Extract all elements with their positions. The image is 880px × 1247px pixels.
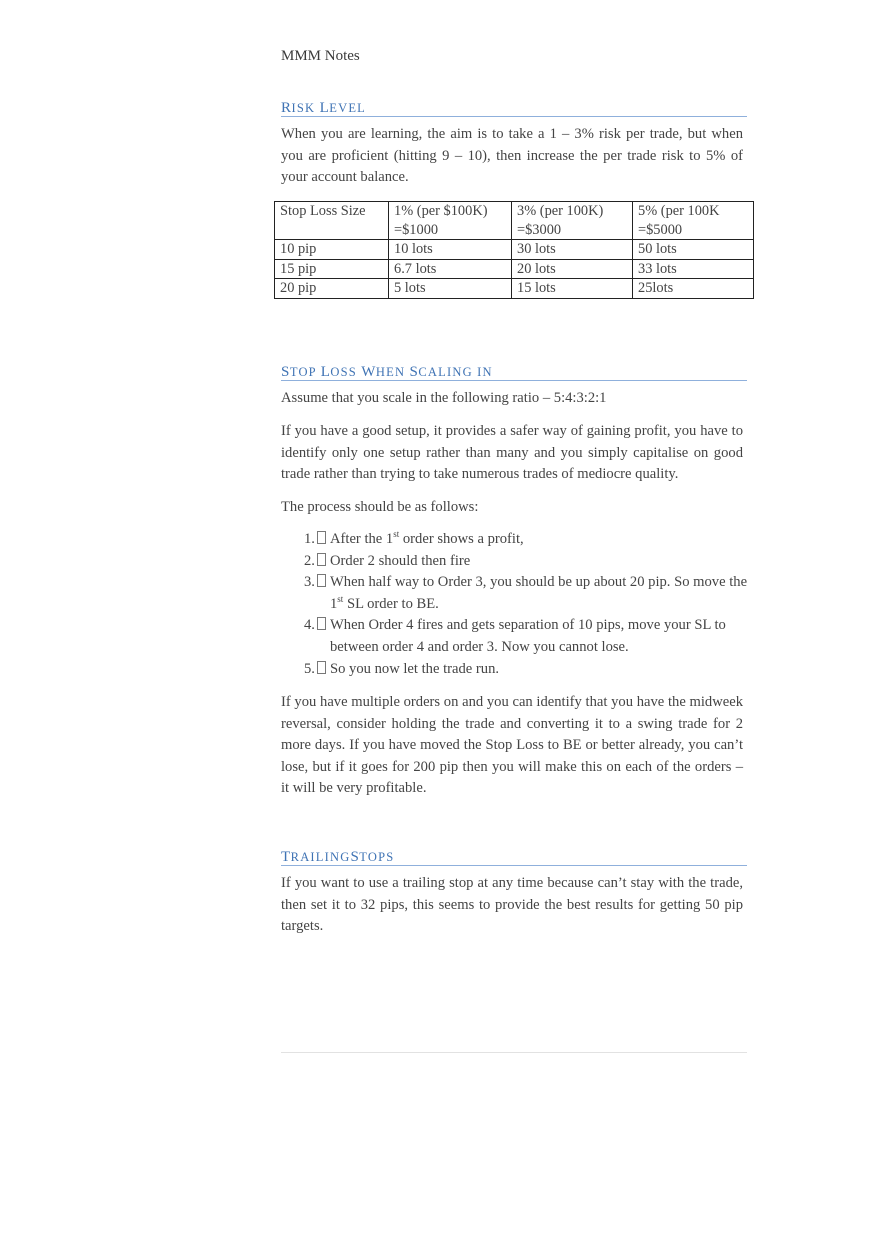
missing-glyph-icon xyxy=(317,531,326,544)
table-cell: 10 lots xyxy=(389,240,512,260)
heading-cap: R xyxy=(281,100,292,116)
missing-glyph-icon xyxy=(317,661,326,674)
table-cell: 15 lots xyxy=(512,279,633,299)
missing-glyph-icon xyxy=(317,617,326,630)
table-cell: 30 lots xyxy=(512,240,633,260)
table-header-cell: 5% (per 100K =$5000 xyxy=(633,202,754,240)
table-cell: 15 pip xyxy=(275,259,389,279)
table-cell: 10 pip xyxy=(275,240,389,260)
risk-level-heading xyxy=(281,101,747,117)
table-cell: 6.7 lots xyxy=(389,259,512,279)
list-item: 5. So you now let the trade run. xyxy=(281,659,751,681)
process-steps-list xyxy=(281,529,751,680)
heading-text: ISK xyxy=(291,101,320,115)
heading-text: TOP xyxy=(289,365,321,379)
midweek-reversal-paragraph: If you have multiple orders on and you can identify that you have the midweek reversal, consider holding the trade and converting it to a swing trade for 2 more days. If you have moved the Stop Loss to BE or better already, you can’t lose, but if it goes for 200 pip then you will make this on each of the orders – it will be very profitable. xyxy=(281,694,743,797)
heading-text: OSS xyxy=(330,365,362,379)
heading-text: HEN xyxy=(375,365,410,379)
table-header-cell: Stop Loss Size xyxy=(275,202,389,240)
table-cell: 25lots xyxy=(633,279,754,299)
table-header-cell: 3% (per 100K) =$3000 xyxy=(512,202,633,240)
list-item: 4. When Order 4 fires and gets separation of 10 pips, move your SL to between order 4 and order 3. Now you cannot lose. xyxy=(304,617,726,655)
list-item: 3. When half way to Order 3, you should be up about 20 pip. So move the 1st SL order to BE. xyxy=(304,574,748,612)
stop-loss-heading xyxy=(281,365,747,381)
footer-divider xyxy=(281,1052,747,1053)
table-row xyxy=(275,259,754,279)
list-number: 1. xyxy=(304,529,326,551)
trailing-stops-paragraph: If you want to use a trailing stop at any time because can’t stay with the trade, then set it to 32 pips, this seems to provide the best results for getting 50 pip targets. xyxy=(281,875,743,935)
list-item: 1. After the 1st order shows a profit, xyxy=(281,529,751,551)
heading-text: TOPS xyxy=(359,850,395,864)
page-header-title: MMM Notes xyxy=(281,48,360,64)
table-row xyxy=(275,279,754,299)
heading-cap: L xyxy=(320,364,331,380)
heading-text: RAILING xyxy=(290,850,351,864)
table-header-row xyxy=(275,202,754,240)
scaling-ratio-text: Assume that you scale in the following ratio – 5:4:3:2:1 xyxy=(281,390,607,406)
list-number: 2. xyxy=(304,551,326,573)
heading-cap: T xyxy=(281,849,291,865)
table-row xyxy=(275,240,754,260)
heading-text: CALING IN xyxy=(418,365,493,379)
process-intro: The process should be as follows: xyxy=(281,499,479,515)
risk-level-intro: When you are learning, the aim is to take a 1 – 3% risk per trade, but when you are proficient (hitting 9 – 10), then increase the per trade risk to 5% of your account balance. xyxy=(281,126,743,186)
table-cell: 33 lots xyxy=(633,259,754,279)
missing-glyph-icon xyxy=(317,574,326,587)
heading-cap: S xyxy=(409,364,419,380)
heading-cap: S xyxy=(350,849,360,865)
risk-table xyxy=(274,201,754,299)
table-header-cell: 1% (per $100K) =$1000 xyxy=(389,202,512,240)
list-number: 5. xyxy=(304,659,326,681)
table-cell: 20 lots xyxy=(512,259,633,279)
heading-cap: W xyxy=(361,364,376,380)
list-item: 2. Order 2 should then fire xyxy=(281,551,751,573)
table-cell: 5 lots xyxy=(389,279,512,299)
table-cell: 50 lots xyxy=(633,240,754,260)
heading-text: EVEL xyxy=(329,101,366,115)
heading-cap: L xyxy=(319,100,330,116)
trailing-stops-heading xyxy=(281,850,747,866)
heading-cap: S xyxy=(281,364,290,380)
missing-glyph-icon xyxy=(317,553,326,566)
list-number: 3. xyxy=(304,572,326,594)
good-setup-paragraph: If you have a good setup, it provides a safer way of gaining profit, you have to identify only one setup rather than many and you simply capitalise on good trade rather than trying to take numerous trades of mediocre quality. xyxy=(281,423,743,483)
list-number: 4. xyxy=(304,615,326,637)
table-cell: 20 pip xyxy=(275,279,389,299)
